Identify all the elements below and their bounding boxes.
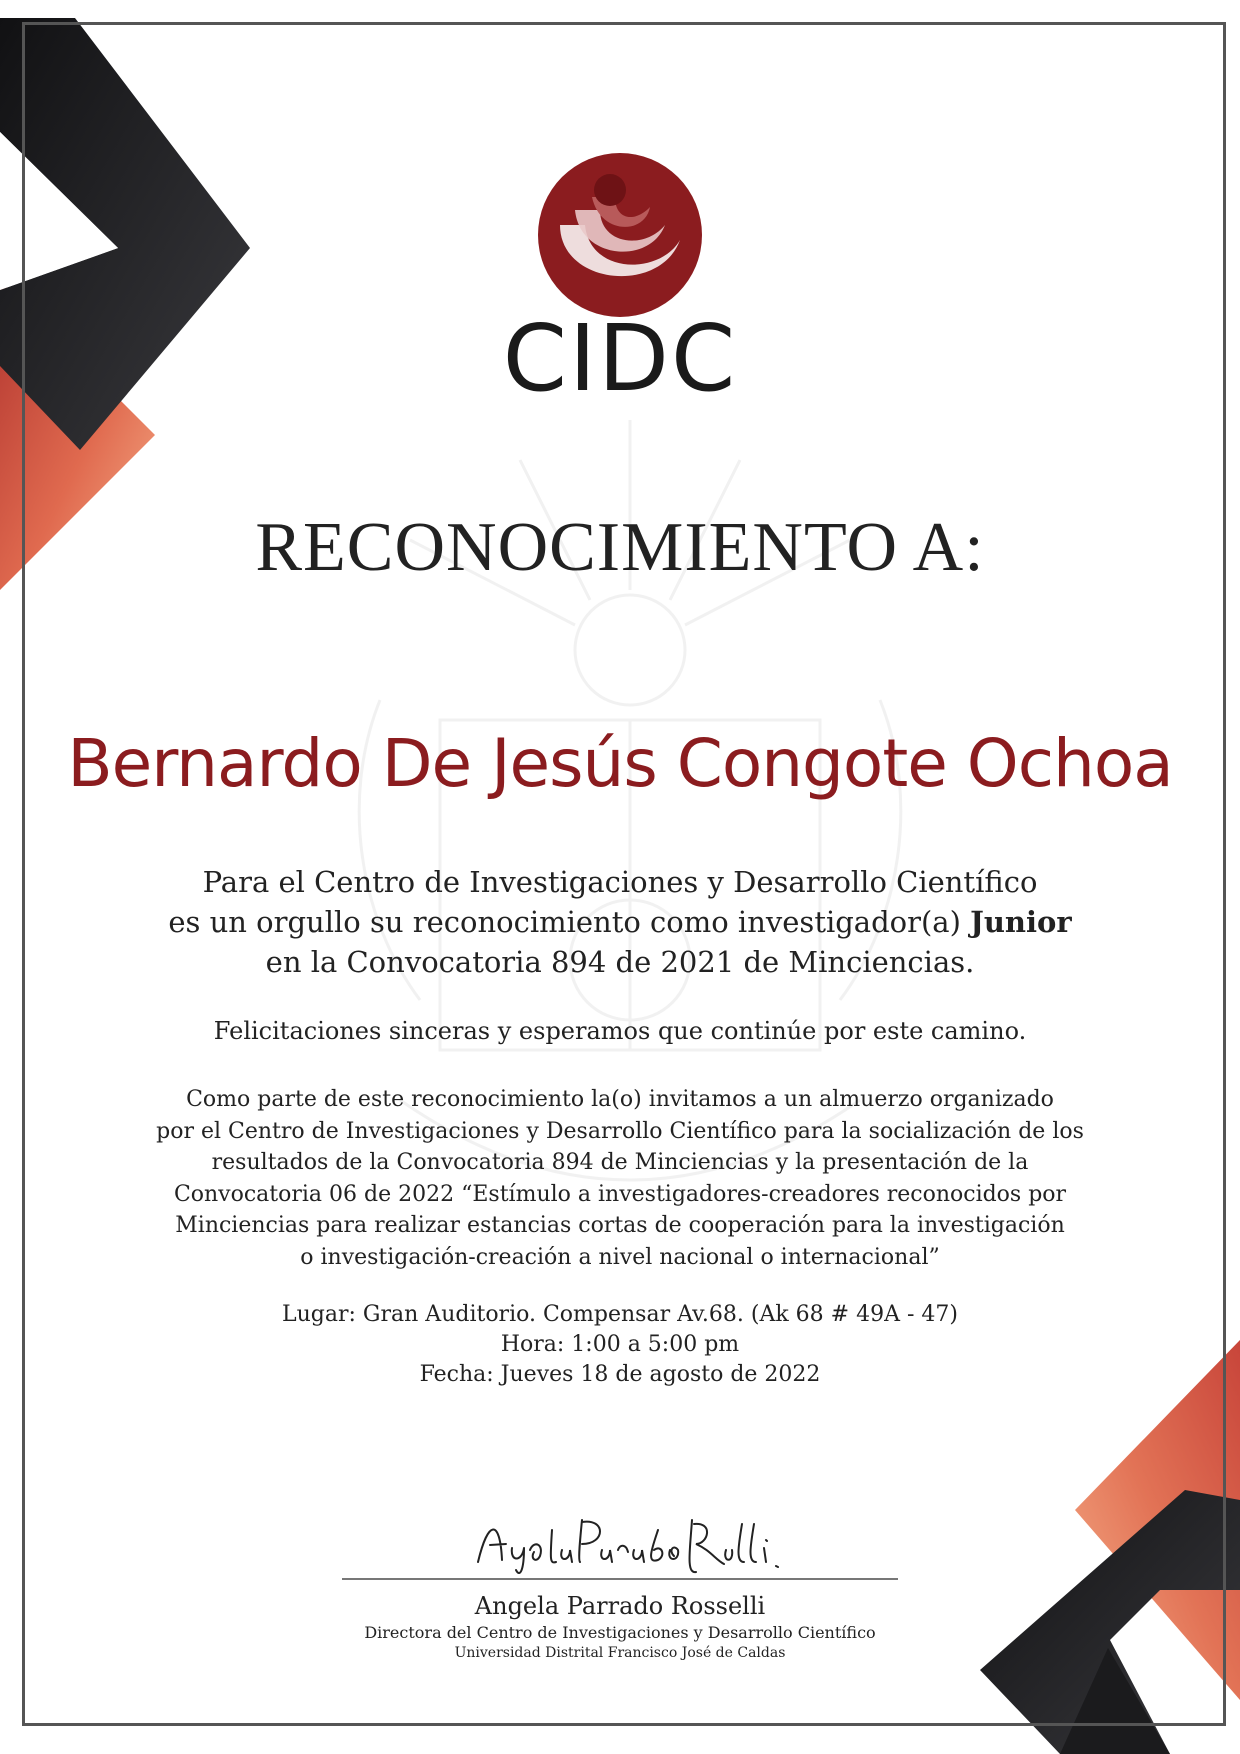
recipient-name: Bernardo De Jesús Congote Ochoa [67, 725, 1173, 802]
certificate-heading: RECONOCIMIENTO A: [255, 509, 985, 586]
intro-text: es un orgullo su reconocimiento como investigador(a) [168, 905, 971, 939]
event-date: Fecha: Jueves 18 de agosto de 2022 [419, 1362, 821, 1387]
signer-name: Angela Parrado Rosselli [474, 1592, 766, 1620]
invitation-line: por el Centro de Investigaciones y Desarrollo Científico para la socialización de los [156, 1118, 1084, 1144]
event-time: Hora: 1:00 a 5:00 pm [500, 1332, 740, 1357]
intro-line: Para el Centro de Investigaciones y Desarrollo Científico [202, 865, 1038, 899]
cidc-logo-icon [530, 145, 710, 325]
invitation-line: resultados de la Convocatoria 894 de Minciencias y la presentación de la [211, 1150, 1029, 1175]
invitation-paragraph [0, 1084, 1240, 1273]
invitation-line: Como parte de este reconocimiento la(o) invitamos a un almuerzo organizado [186, 1087, 1054, 1112]
congratulations-text: Felicitaciones sinceras y esperamos que continúe por este camino. [213, 1017, 1027, 1045]
handwritten-signature [470, 1500, 800, 1580]
signer-role: Directora del Centro de Investigaciones y Desarrollo Científico [364, 1623, 876, 1642]
intro-line: en la Convocatoria 894 de 2021 de Minciencias. [265, 945, 975, 979]
event-details [0, 1300, 1240, 1390]
event-place: Lugar: Gran Auditorio. Compensar Av.68. (Ak 68 # 49A - 47) [282, 1302, 958, 1327]
signer-institution: Universidad Distrital Francisco José de Caldas [454, 1645, 786, 1661]
signature-line [342, 1578, 898, 1580]
logo-wordmark: CIDC [502, 305, 738, 412]
intro-line [0, 902, 1240, 942]
level-highlight: Junior [970, 905, 1072, 939]
intro-paragraph [0, 862, 1240, 982]
invitation-line: Convocatoria 06 de 2022 “Estímulo a investigadores-creadores reconocidos por [173, 1181, 1067, 1207]
invitation-line: Minciencias para realizar estancias cortas de cooperación para la investigación [175, 1213, 1065, 1238]
invitation-line: o investigación-creación a nivel nacional o internacional” [300, 1244, 940, 1270]
